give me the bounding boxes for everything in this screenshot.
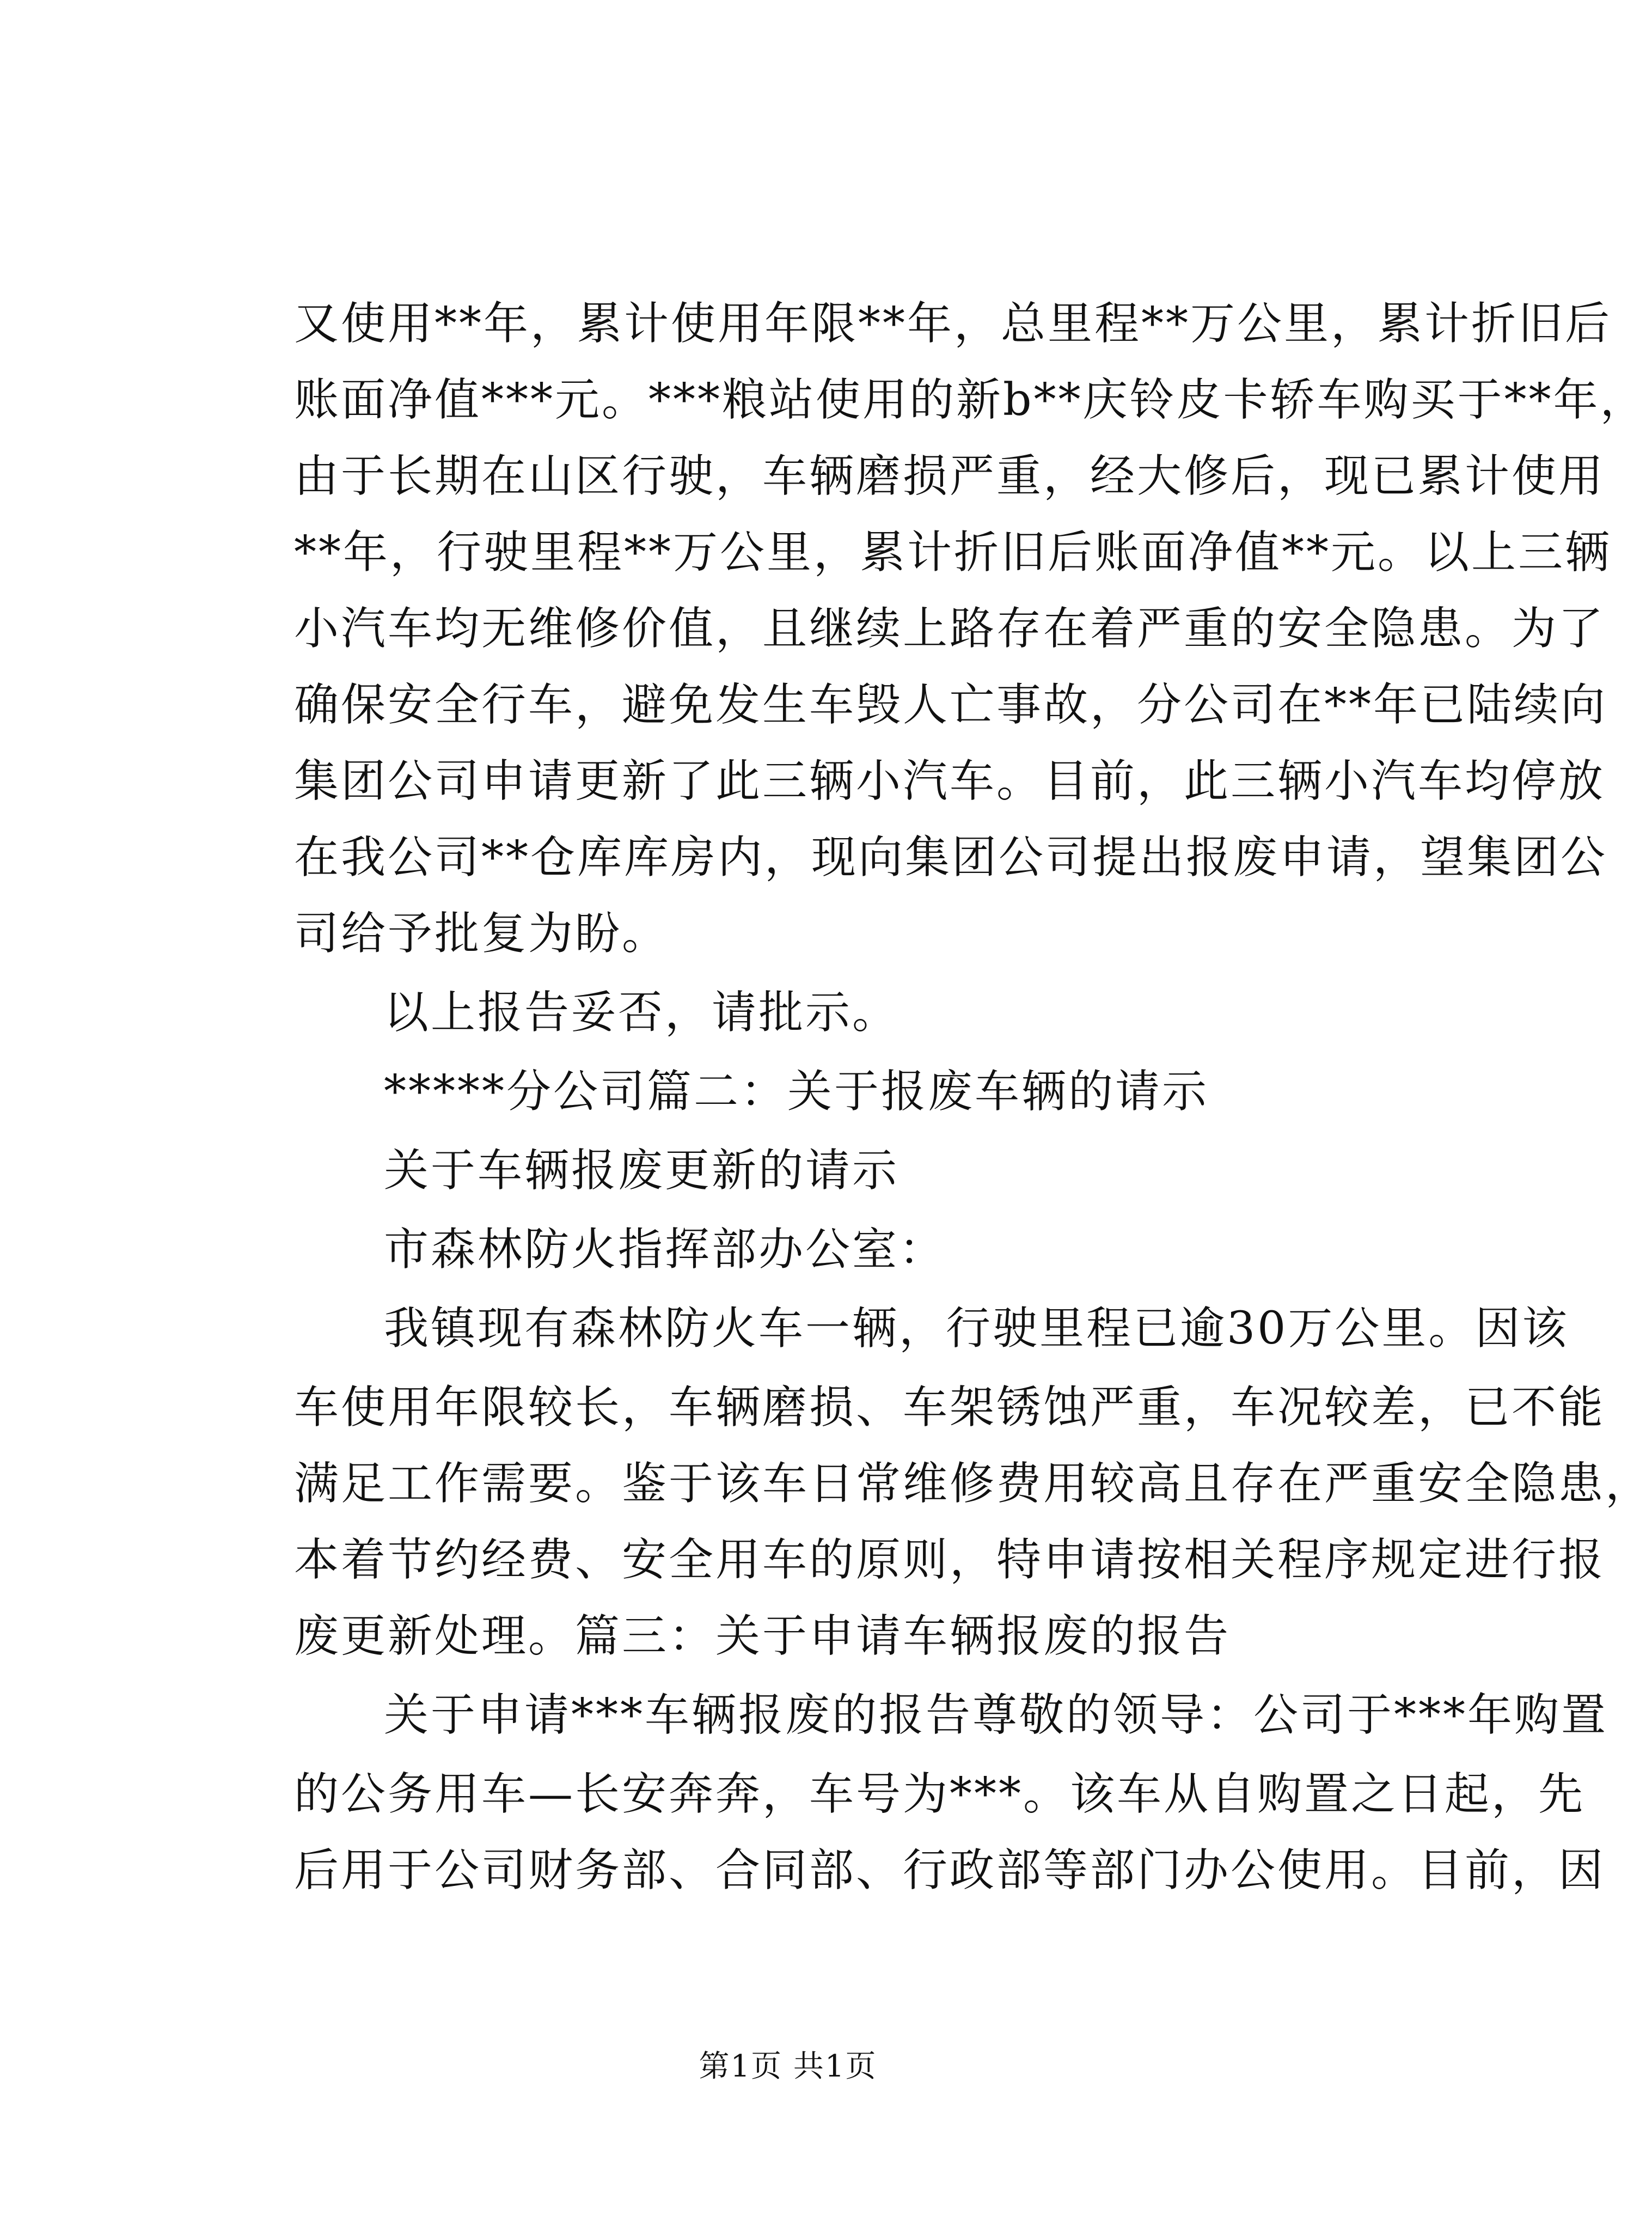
closing-line: 以上报告妥否，请批示。	[384, 987, 900, 1039]
body-line-14: 我镇现有森林防火车一辆，行驶里程已逾30万公里。因该	[384, 1303, 1569, 1354]
section-heading-2: *****分公司篇二：关于报废车辆的请示	[384, 1066, 1209, 1117]
request-title: 关于车辆报废更新的请示	[384, 1145, 900, 1196]
body-line-7: 集团公司申请更新了此三辆小汽车。目前，此三辆小汽车均停放	[294, 755, 1606, 807]
body-line-5: 小汽车均无维修价值，且继续上路存在着严重的安全隐患。为了	[294, 603, 1606, 655]
body-line-9: 司给予批复为盼。	[294, 908, 669, 960]
body-line-20: 的公务用车—长安奔奔，车号为***。该车从自购置之日起，先	[294, 1768, 1586, 1820]
body-line-17: 本着节约经费、安全用车的原则，特申请按相关程序规定进行报	[294, 1534, 1606, 1586]
body-line-15: 车使用年限较长，车辆磨损、车架锈蚀严重，车况较差，已不能	[294, 1382, 1606, 1433]
body-line-18: 废更新处理。篇三：关于申请车辆报废的报告	[294, 1610, 1231, 1662]
body-line-16: 满足工作需要。鉴于该车日常维修费用较高且存在严重安全隐患，	[294, 1458, 1652, 1510]
body-line-1: 又使用**年，累计使用年限**年，总里程**万公里，累计折旧后	[294, 298, 1612, 350]
page-footer: 第1页 共1页	[699, 2049, 877, 2084]
body-line-3: 由于长期在山区行驶，车辆磨损严重，经大修后，现已累计使用	[294, 450, 1606, 502]
body-line-2: 账面净值***元。***粮站使用的新b**庆铃皮卡轿车购买于**年，	[294, 374, 1647, 426]
body-line-4: **年，行驶里程**万公里，累计折旧后账面净值**元。以上三辆	[294, 527, 1612, 578]
body-line-19: 关于申请***车辆报废的报告尊敬的领导：公司于***年购置	[384, 1689, 1608, 1741]
body-line-8: 在我公司**仓库库房内，现向集团公司提出报废申请，望集团公	[294, 832, 1608, 883]
addressee-line: 市森林防火指挥部办公室：	[384, 1224, 946, 1275]
body-line-21: 后用于公司财务部、合同部、行政部等部门办公使用。目前，因	[294, 1845, 1606, 1896]
body-line-6: 确保安全行车，避免发生车毁人亡事故，分公司在**年已陆续向	[294, 679, 1608, 731]
